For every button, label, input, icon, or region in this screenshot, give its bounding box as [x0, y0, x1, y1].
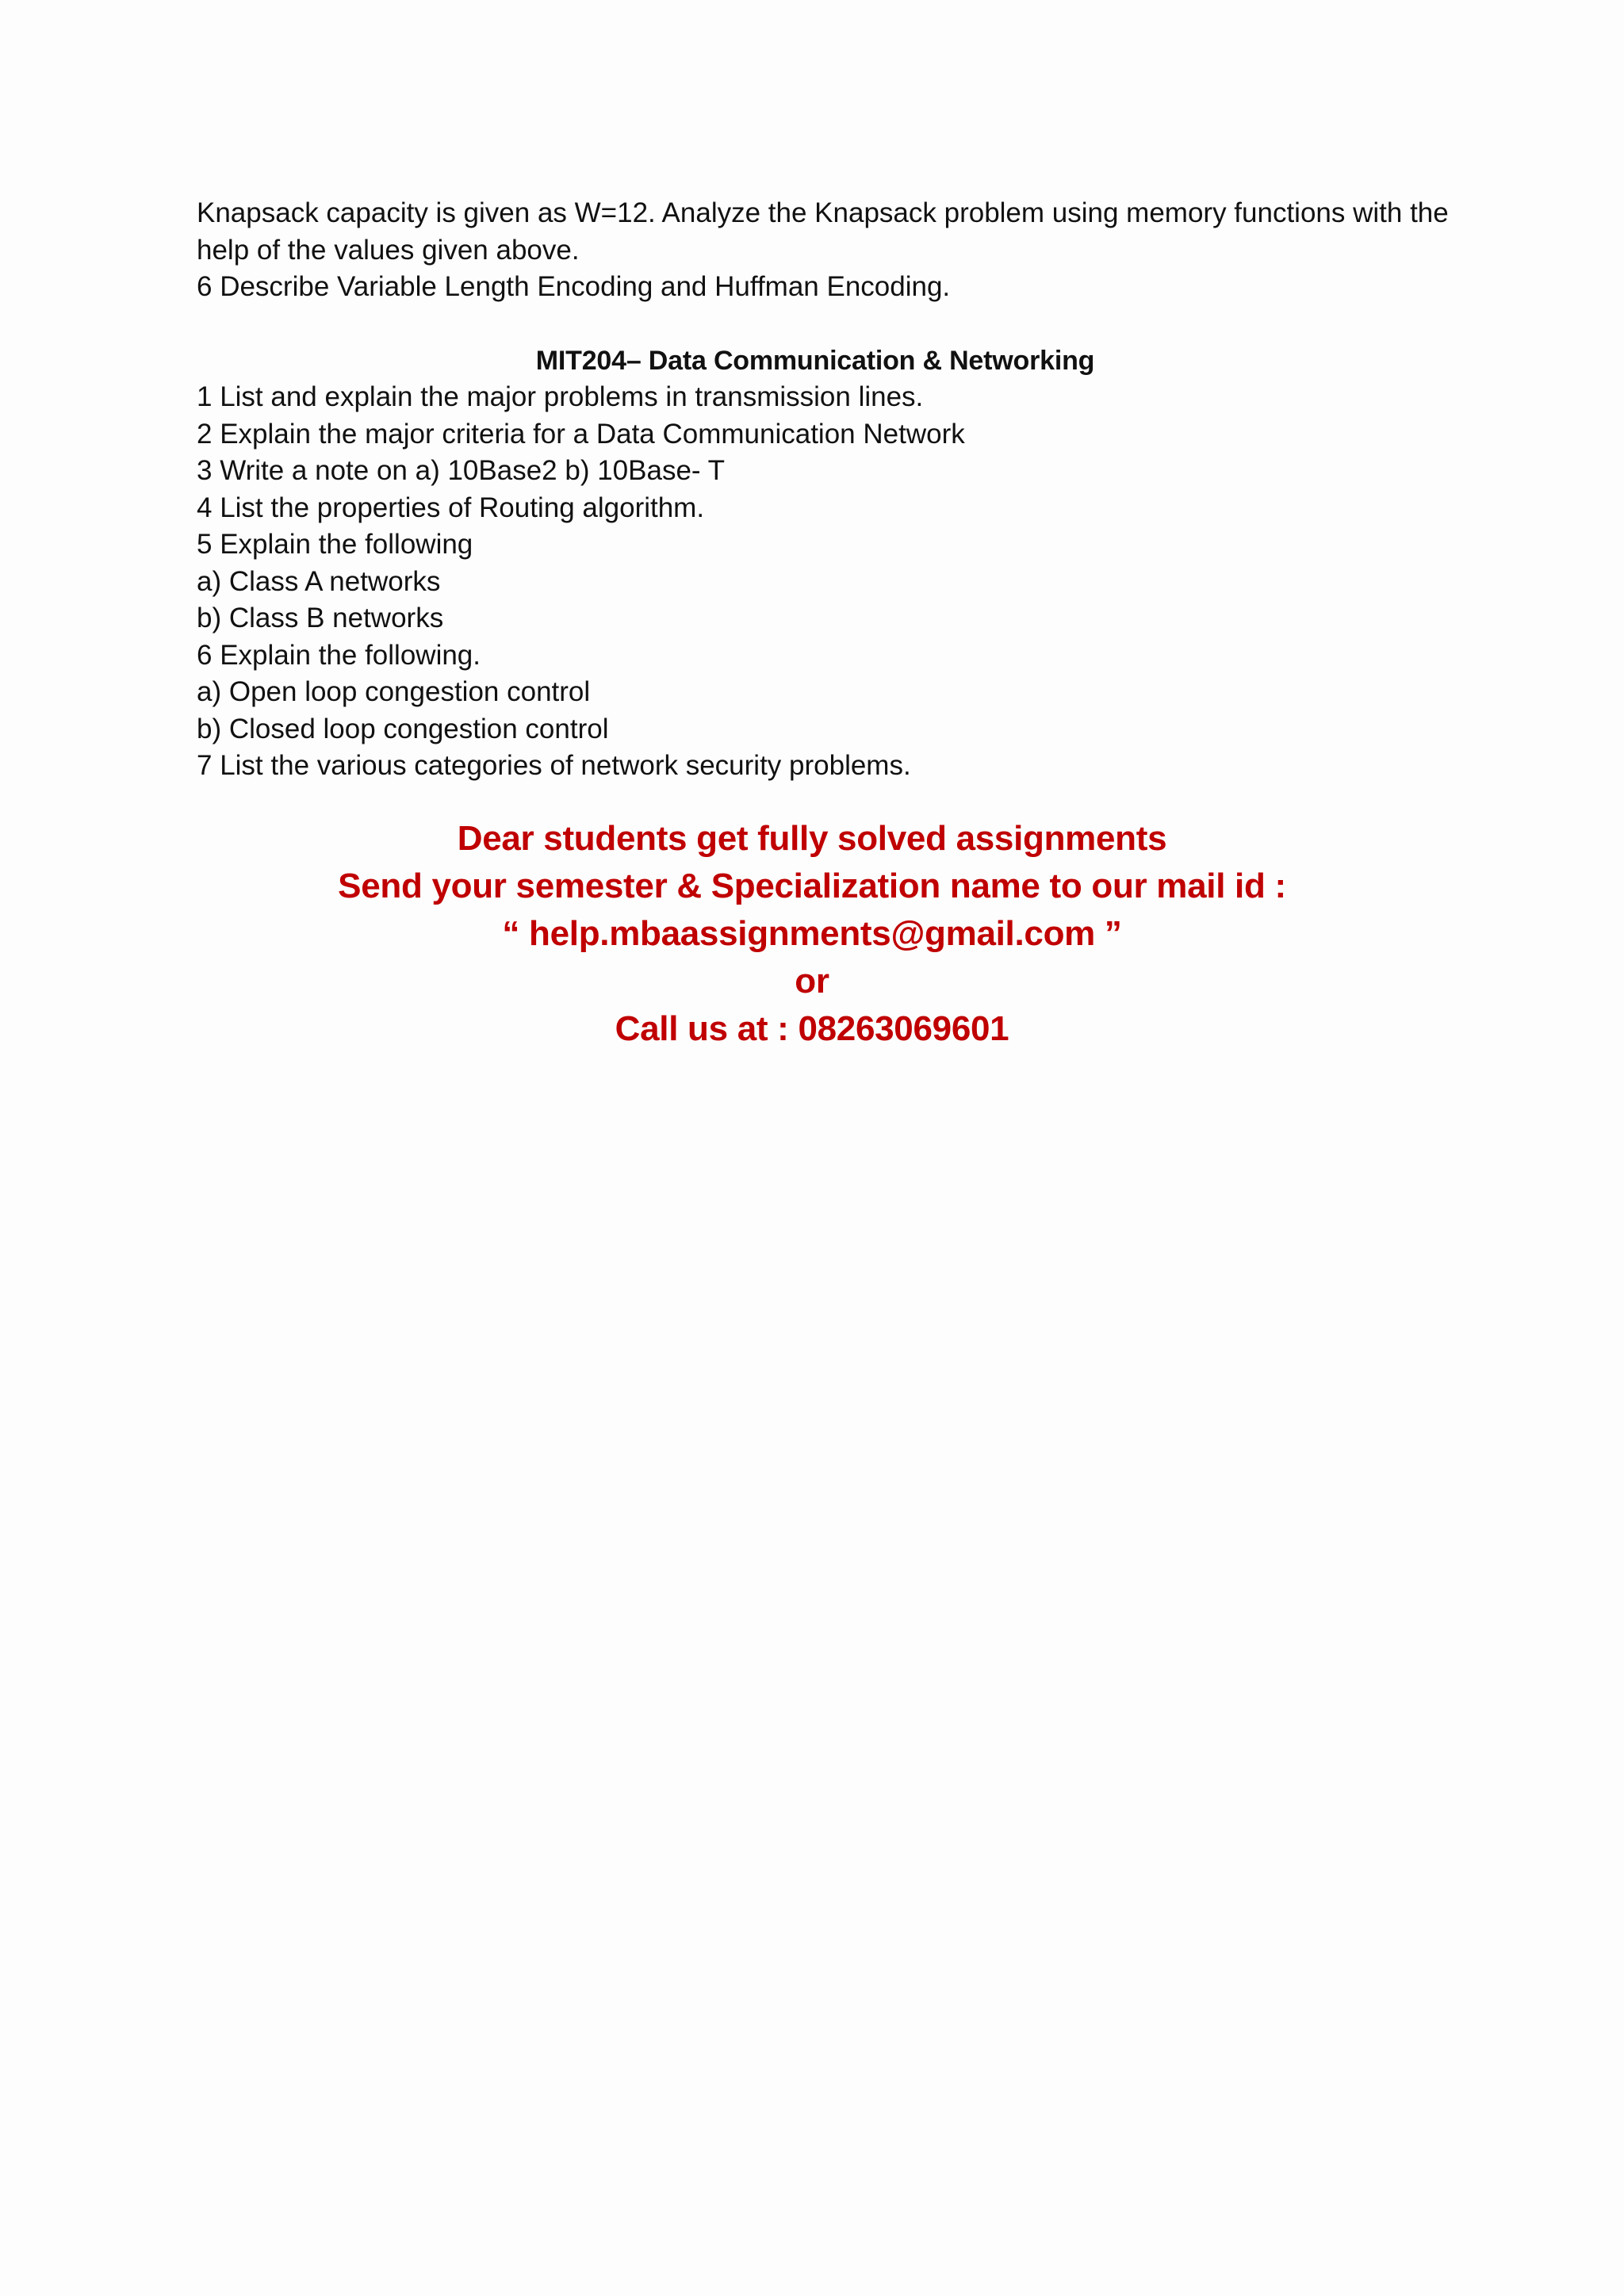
question-line: 2 Explain the major criteria for a Data Communication Network [197, 418, 965, 450]
promo-email: “ help.mbaassignments@gmail.com ” [502, 914, 1122, 953]
page-content [197, 195, 1449, 785]
intro-line: Knapsack capacity is given as W=12. Analyze the Knapsack problem using memory functions with the [197, 197, 1449, 228]
question-subitem: b) Class B networks [197, 603, 444, 633]
promo-headline: Dear students get fully solved assignments [457, 819, 1167, 858]
promo-block [0, 815, 1624, 1053]
question-subitem: a) Class A networks [197, 565, 441, 597]
question-line: 3 Write a note on a) 10Base2 b) 10Base- T [197, 455, 726, 486]
question-list [197, 379, 1434, 785]
intro-paragraph [197, 195, 1449, 306]
intro-line: help of the values given above. [197, 234, 580, 266]
promo-or: or [795, 962, 829, 1001]
question-line: 6 Explain the following. [197, 639, 481, 671]
intro-line: 6 Describe Variable Length Encoding and Huffman Encoding. [197, 271, 951, 302]
question-subitem: b) Closed loop congestion control [197, 713, 609, 744]
question-line: 1 List and explain the major problems in transmission lines. [197, 381, 924, 412]
section-heading: MIT204– Data Communication & Networking [535, 345, 1095, 376]
promo-instruction: Send your semester & Specialization name to our mail id : [338, 867, 1286, 905]
question-line: 5 Explain the following [197, 529, 473, 560]
promo-phone: Call us at : 08263069601 [615, 1009, 1009, 1048]
question-line: 4 List the properties of Routing algorithm. [197, 492, 705, 523]
question-line: 7 List the various categories of network security problems. [197, 750, 911, 781]
question-subitem: a) Open loop congestion control [197, 676, 591, 707]
